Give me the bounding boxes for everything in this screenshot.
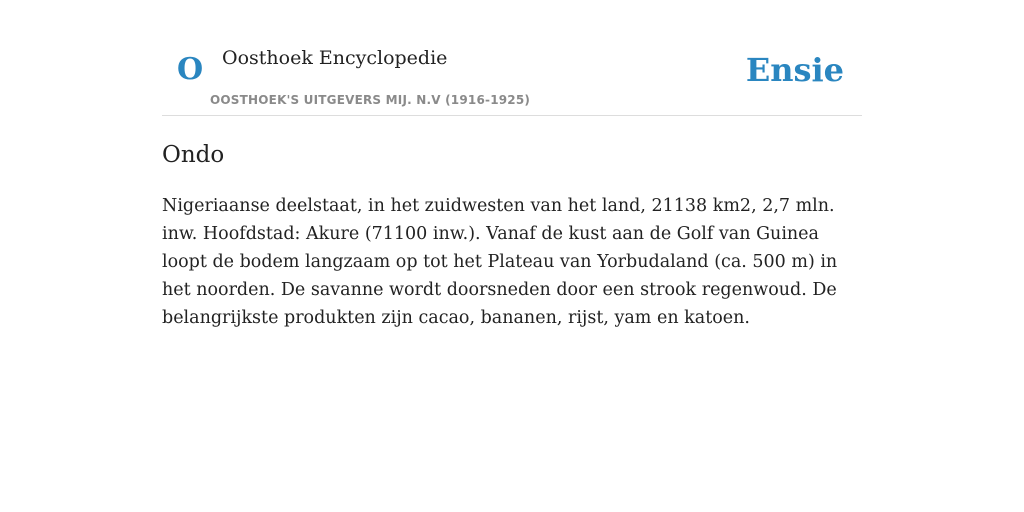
entry-title: Ondo [162,142,225,168]
source-title-link[interactable]: Oosthoek Encyclopedie [222,47,448,69]
entry-body: Nigeriaanse deelstaat, in het zuidwesten van het land, 21138 km2, 2,7 mln. inw. Hoofdstad: Akure (71100 inw.). Vanaf de kust aan de Golf van Guinea loopt de bodem langzaam op tot het Plateau van Yorbudaland (ca. 500 m) in het noorden. De savanne wordt doorsneden door een strook regenwoud. De belangrijkste produkten zijn cacao, bananen, rijst, yam en katoen. [162,196,838,328]
source-header [162,0,862,116]
letter-index-link[interactable]: O [177,52,204,87]
page-container [162,0,862,328]
ensie-logo-link[interactable]: Ensie [745,51,844,89]
publisher-label: OOSTHOEK'S UITGEVERS MIJ. N.V (1916-1925) [210,93,531,107]
